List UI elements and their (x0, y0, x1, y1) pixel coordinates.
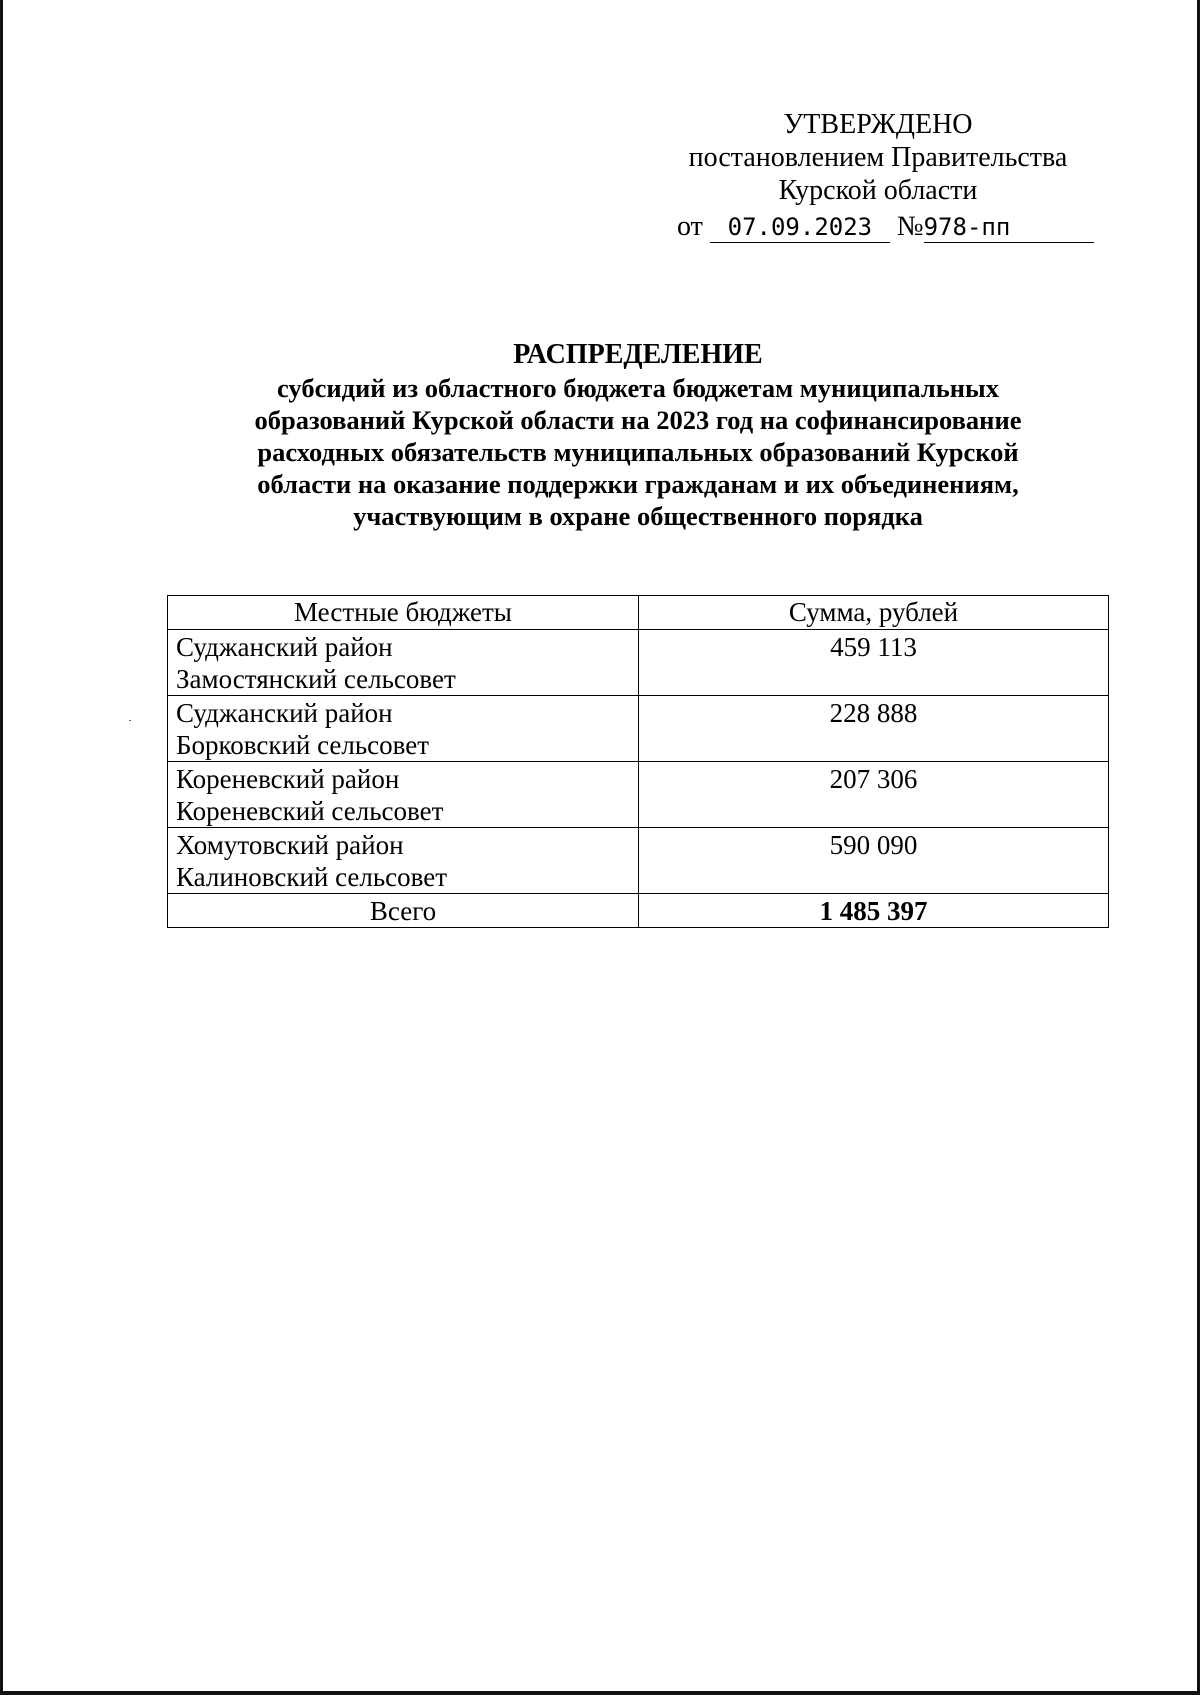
budget-cell (168, 696, 639, 762)
council-name: Кореневский сельсовет (176, 796, 444, 826)
table-row (168, 828, 1109, 894)
council-name: Замостянский сельсовет (176, 664, 456, 694)
district-name: Суджанский район (176, 632, 393, 662)
document-heading: РАСПРЕДЕЛЕНИЕ (513, 339, 763, 370)
number-sign-label: № (896, 211, 924, 242)
date-prefix-label: от (677, 211, 703, 242)
document-title (153, 338, 1123, 532)
approval-block (663, 108, 1093, 207)
total-label: Всего (168, 894, 639, 928)
table-header-row (168, 596, 1109, 630)
budget-cell (168, 762, 639, 828)
total-row (168, 894, 1109, 928)
approval-region-line: Курской области (778, 175, 978, 206)
district-name: Суджанский район (176, 698, 393, 728)
council-name: Калиновский сельсовет (176, 862, 448, 892)
distribution-table (167, 595, 1109, 928)
scan-speck (129, 720, 131, 721)
amount-cell: 207 306 (639, 762, 1109, 828)
district-name: Хомутовский район (176, 830, 404, 860)
table-row (168, 762, 1109, 828)
amount-cell: 459 113 (639, 630, 1109, 696)
approval-stamp: УТВЕРЖДЕНО (783, 109, 973, 140)
council-name: Борковский сельсовет (176, 730, 430, 760)
amount-cell: 590 090 (639, 828, 1109, 894)
amount-cell: 228 888 (639, 696, 1109, 762)
budget-cell (168, 828, 639, 894)
total-amount: 1 485 397 (639, 894, 1109, 928)
table-row (168, 630, 1109, 696)
budget-cell (168, 630, 639, 696)
document-subtitle: субсидий из областного бюджета бюджетам муниципальных образований Курской области на 2023 год на софинансирование расходных обязательств муниципальных образований Курской области на оказание поддержки гражданам и их объединениям, участвующим в охране общественного порядка (254, 373, 1022, 531)
approval-issuer-line: постановлением Правительства (688, 142, 1068, 173)
approval-reference (677, 210, 1097, 244)
district-name: Кореневский район (176, 764, 400, 794)
table-row (168, 696, 1109, 762)
approval-date: 07.09.2023 (710, 212, 890, 243)
column-header-amount: Сумма, рублей (639, 596, 1109, 630)
approval-number: 978-пп (924, 212, 1094, 243)
column-header-budgets: Местные бюджеты (168, 596, 639, 630)
